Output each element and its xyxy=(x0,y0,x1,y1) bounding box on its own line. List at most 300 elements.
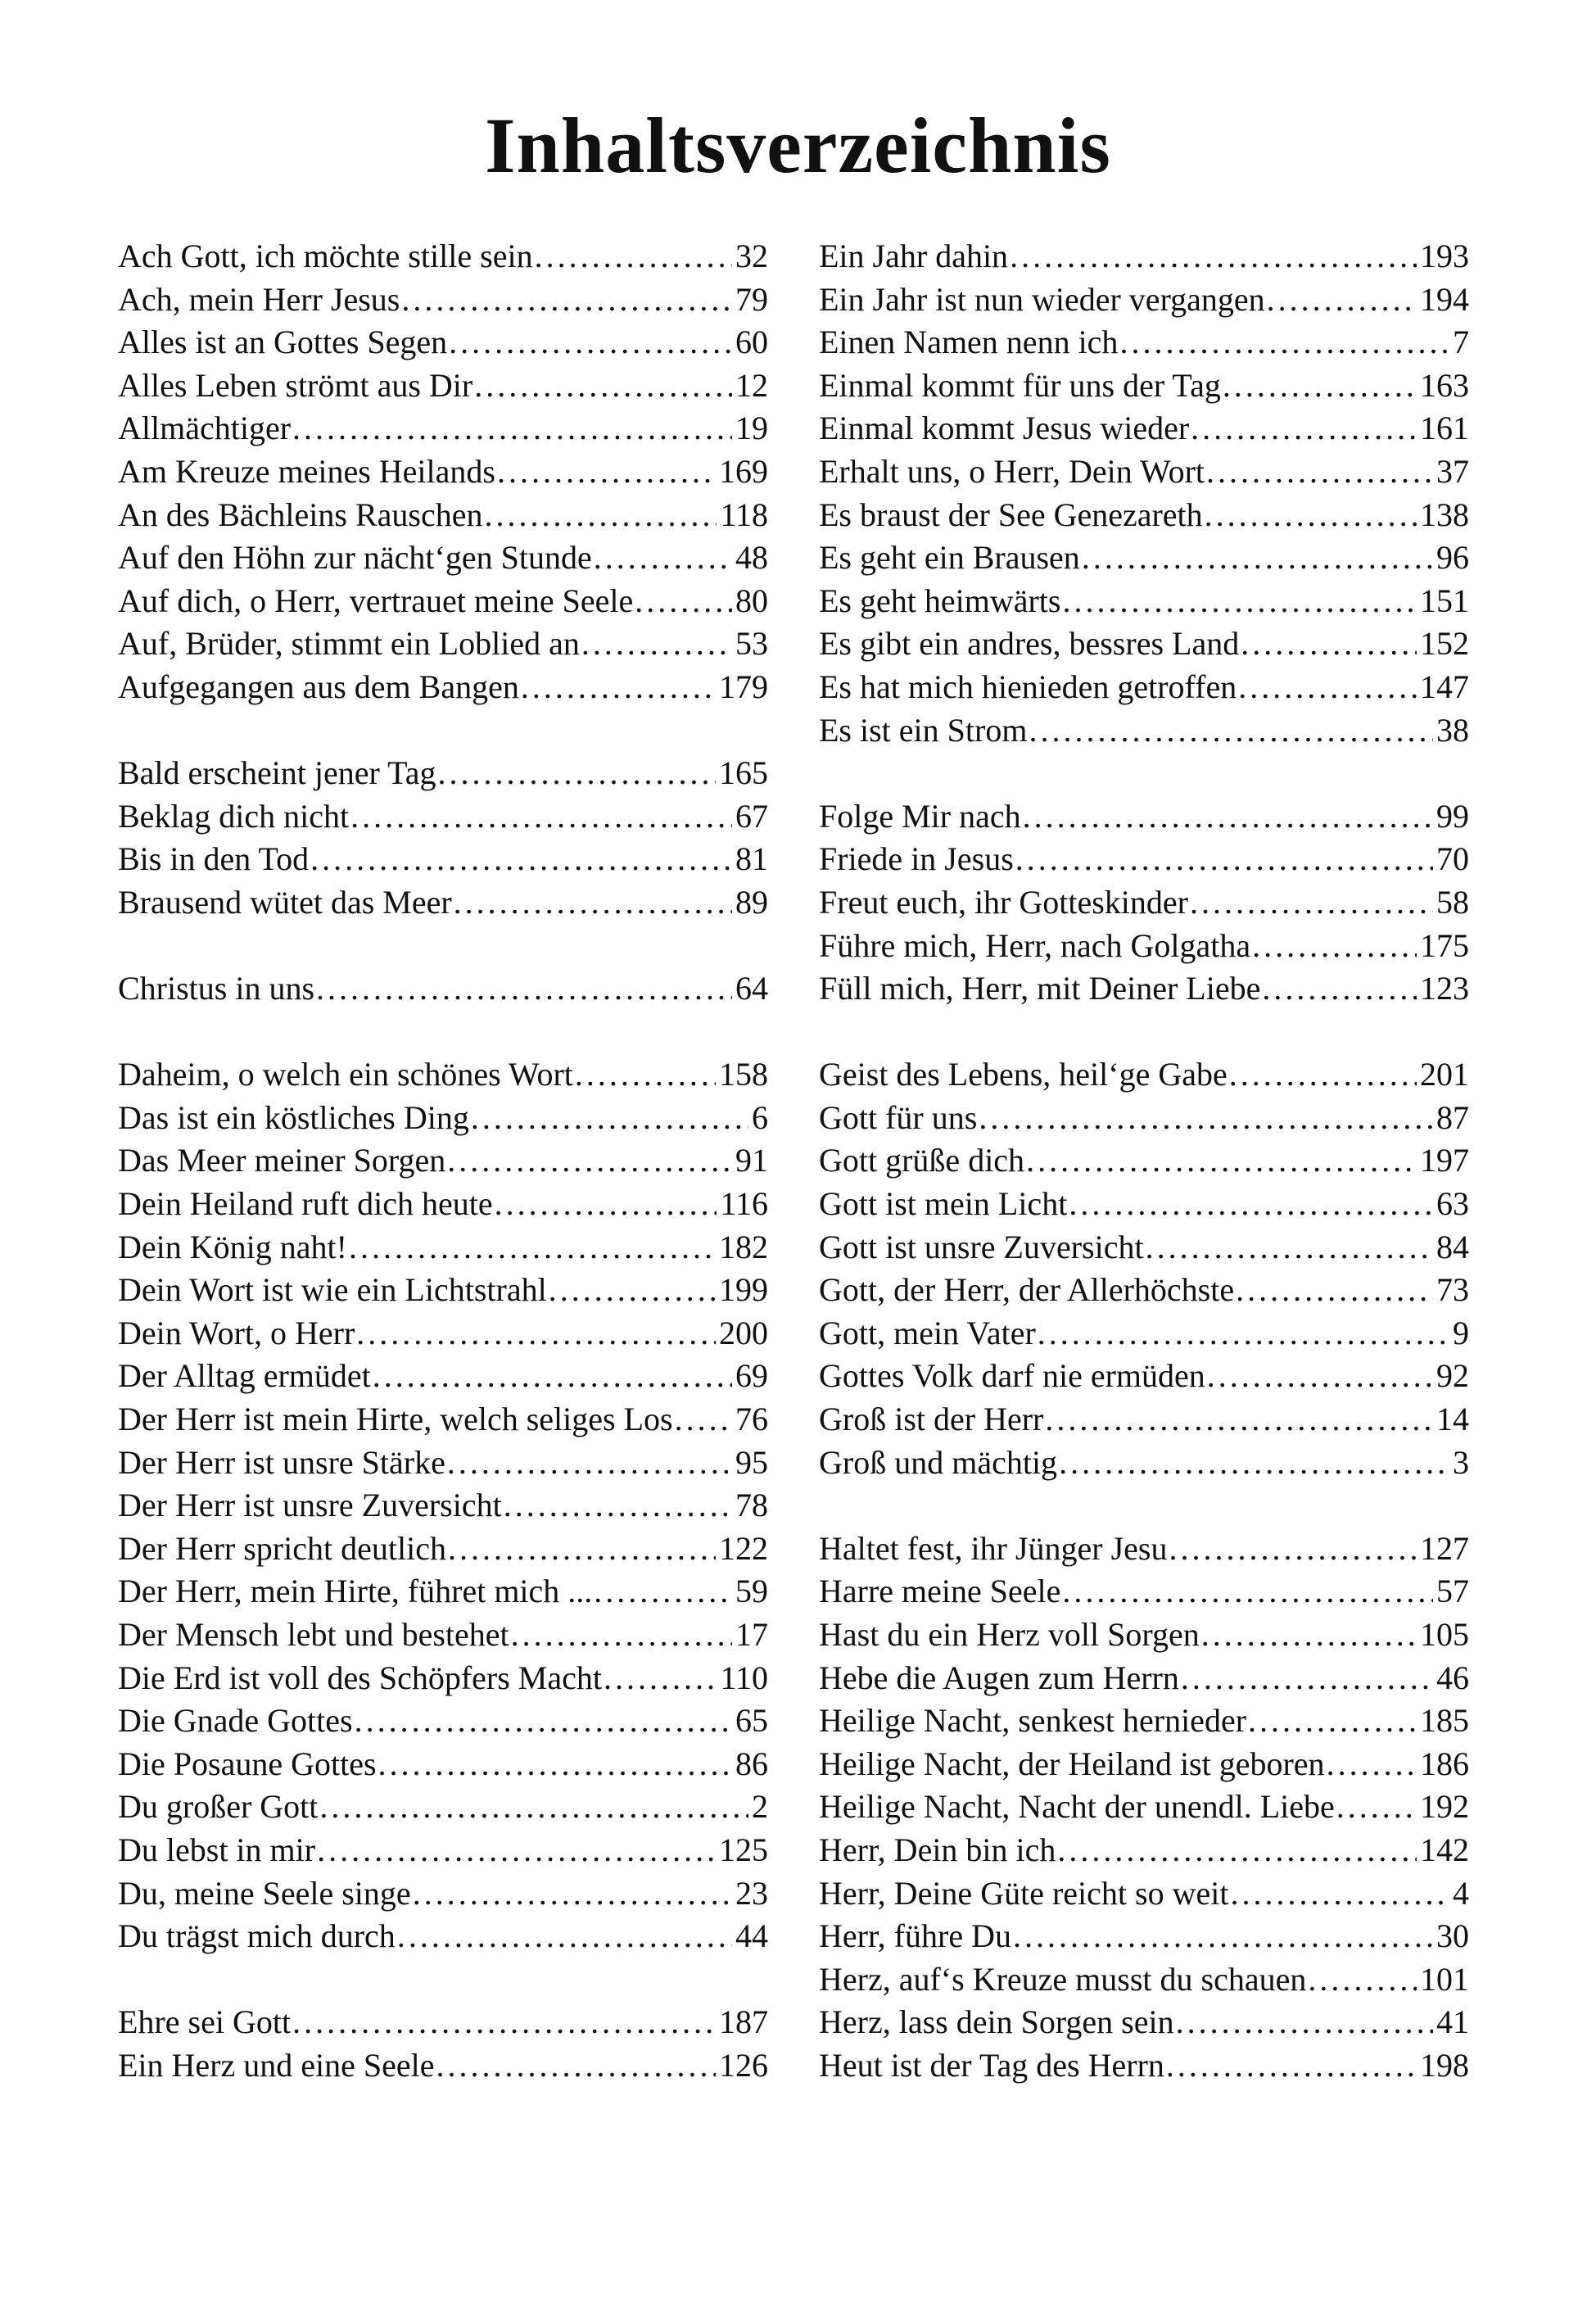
toc-dot-leader xyxy=(1029,709,1433,753)
toc-dot-leader xyxy=(495,1183,717,1226)
toc-entry xyxy=(819,881,1469,925)
toc-entry-title: An des Bächleins Rauschen xyxy=(118,496,483,533)
toc-entry-page-number: 53 xyxy=(735,625,768,663)
toc-entry xyxy=(819,967,1469,1011)
toc-entry xyxy=(819,1743,1469,1786)
toc-dot-leader xyxy=(1201,1614,1417,1657)
toc-entry-page-number: 163 xyxy=(1420,366,1469,404)
toc-entry-page-number: 161 xyxy=(1420,410,1469,447)
toc-entry-page-number: 23 xyxy=(735,1874,768,1912)
toc-entry xyxy=(819,580,1469,623)
toc-dot-leader xyxy=(1267,278,1417,322)
toc-dot-leader xyxy=(355,1700,732,1743)
toc-entry-page-number: 201 xyxy=(1420,1056,1469,1093)
toc-entry-page-number: 58 xyxy=(1436,883,1469,921)
toc-entry-title: Hast du ein Herz voll Sorgen xyxy=(819,1616,1200,1653)
toc-entry xyxy=(819,407,1469,450)
toc-dot-leader xyxy=(1241,622,1417,666)
toc-entry-title: Christus in uns xyxy=(118,970,315,1007)
toc-entry-title: Groß ist der Herr xyxy=(819,1401,1044,1438)
toc-dot-leader xyxy=(401,278,732,322)
toc-entry xyxy=(118,666,768,709)
toc-entry-page-number: 101 xyxy=(1420,1960,1469,1998)
toc-entry xyxy=(118,2001,768,2044)
toc-entry-title: Allmächtiger xyxy=(118,410,292,447)
toc-entry xyxy=(819,1053,1469,1097)
toc-dot-leader xyxy=(1059,1442,1449,1485)
toc-entry xyxy=(118,1829,768,1872)
toc-entry-title: Einmal kommt für uns der Tag xyxy=(819,366,1221,404)
toc-entry-title: Gottes Volk darf nie ermüden xyxy=(819,1357,1205,1395)
toc-dot-leader xyxy=(378,1743,732,1786)
toc-dot-leader xyxy=(1026,1139,1417,1183)
toc-entry xyxy=(819,1398,1469,1442)
toc-entry-title: Heilige Nacht, der Heiland ist geboren xyxy=(819,1745,1325,1782)
toc-entry xyxy=(118,1053,768,1097)
toc-entry-page-number: 169 xyxy=(719,452,768,490)
toc-entry xyxy=(118,1484,768,1528)
toc-entry-title: Gott für uns xyxy=(819,1098,978,1136)
toc-entry xyxy=(118,494,768,537)
toc-entry-page-number: 197 xyxy=(1420,1142,1469,1179)
toc-entry-title: Die Posaune Gottes xyxy=(118,1745,377,1782)
toc-entry-title: Das Meer meiner Sorgen xyxy=(118,1142,446,1179)
toc-dot-leader xyxy=(1023,795,1433,839)
toc-entry-title: Heilige Nacht, senkest hernieder xyxy=(819,1702,1247,1740)
toc-entry-title: Auf den Höhn zur nächt‘gen Stunde xyxy=(118,539,592,577)
toc-entry-title: Dein König naht! xyxy=(118,1228,347,1265)
toc-entry-title: Gott, der Herr, der Allerhöchste xyxy=(819,1271,1235,1309)
toc-entry-page-number: 44 xyxy=(735,1917,768,1955)
toc-entry-title: Ach, mein Herr Jesus xyxy=(118,280,400,318)
toc-dot-leader xyxy=(454,881,732,925)
toc-dot-leader xyxy=(979,1097,1433,1140)
toc-entry-title: Folge Mir nach xyxy=(819,797,1021,835)
toc-entry-title: Herr, Deine Güte reicht so weit xyxy=(819,1874,1229,1912)
toc-entry-title: Du trägst mich durch xyxy=(118,1917,396,1955)
toc-entry-page-number: 9 xyxy=(1453,1314,1469,1351)
toc-dot-leader xyxy=(594,536,732,580)
toc-dot-leader xyxy=(1336,1786,1417,1829)
toc-entry xyxy=(118,278,768,322)
section-gap xyxy=(819,1011,1469,1054)
toc-entry-page-number: 70 xyxy=(1436,840,1469,878)
toc-entry-page-number: 41 xyxy=(1436,2003,1469,2041)
toc-dot-leader xyxy=(356,1312,716,1356)
toc-entry-title: Ehre sei Gott xyxy=(118,2003,292,2041)
toc-entry xyxy=(118,1614,768,1657)
toc-entry xyxy=(819,364,1469,408)
toc-entry-page-number: 60 xyxy=(735,324,768,361)
toc-entry-title: Herr, Dein bin ich xyxy=(819,1831,1056,1868)
toc-entry xyxy=(819,278,1469,322)
toc-entry-title: Heilige Nacht, Nacht der unendl. Liebe xyxy=(819,1788,1335,1826)
toc-entry-page-number: 151 xyxy=(1420,582,1469,619)
toc-dot-leader xyxy=(1223,364,1417,408)
toc-dot-leader xyxy=(604,1657,717,1700)
toc-entry-page-number: 91 xyxy=(735,1142,768,1179)
toc-entry xyxy=(118,1312,768,1356)
toc-dot-leader xyxy=(1327,1743,1417,1786)
toc-dot-leader xyxy=(413,1872,732,1916)
toc-right-column xyxy=(819,235,1469,2088)
toc-dot-leader xyxy=(1119,321,1449,364)
toc-entry-page-number: 12 xyxy=(735,366,768,404)
toc-entry xyxy=(118,1700,768,1743)
toc-dot-leader xyxy=(447,1442,732,1485)
toc-dot-leader xyxy=(581,622,732,666)
toc-dot-leader xyxy=(350,795,732,839)
toc-entry xyxy=(819,1355,1469,1398)
toc-entry xyxy=(118,1355,768,1398)
toc-entry-title: Füll mich, Herr, mit Deiner Liebe xyxy=(819,970,1261,1007)
toc-entry xyxy=(819,235,1469,278)
toc-entry-title: Am Kreuze meines Heilands xyxy=(118,452,495,490)
toc-entry-page-number: 87 xyxy=(1436,1098,1469,1136)
toc-entry-page-number: 142 xyxy=(1420,1831,1469,1868)
toc-entry xyxy=(118,450,768,494)
toc-dot-leader xyxy=(438,752,716,795)
toc-dot-leader xyxy=(521,666,716,709)
toc-entry-title: Du, meine Seele singe xyxy=(118,1874,411,1912)
toc-dot-leader xyxy=(397,1915,732,1958)
toc-dot-leader xyxy=(1190,881,1433,925)
toc-entry-page-number: 198 xyxy=(1420,2046,1469,2084)
toc-dot-leader xyxy=(1191,407,1417,450)
toc-entry xyxy=(819,1528,1469,1571)
toc-entry-page-number: 193 xyxy=(1420,238,1469,274)
toc-left-column xyxy=(118,235,768,2088)
toc-entry-page-number: 158 xyxy=(719,1056,768,1093)
section-gap xyxy=(118,1011,768,1054)
toc-dot-leader xyxy=(484,494,717,537)
toc-dot-leader xyxy=(594,1570,732,1614)
toc-entry-page-number: 182 xyxy=(719,1228,768,1265)
toc-entry-title: Ein Herz und eine Seele xyxy=(118,2046,435,2084)
toc-entry xyxy=(819,1829,1469,1872)
toc-dot-leader xyxy=(511,1614,732,1657)
toc-entry-title: Geist des Lebens, heil‘ge Gabe xyxy=(819,1056,1228,1093)
toc-dot-leader xyxy=(1057,1829,1417,1872)
toc-dot-leader xyxy=(1262,967,1417,1011)
toc-dot-leader xyxy=(1181,1657,1433,1700)
toc-entry-title: Es braust der See Genezareth xyxy=(819,496,1203,533)
toc-entry xyxy=(118,2044,768,2088)
toc-entry-page-number: 147 xyxy=(1420,668,1469,705)
toc-entry-title: Herr, führe Du xyxy=(819,1917,1011,1955)
toc-entry-title: Es gibt ein andres, bessres Land xyxy=(819,625,1240,663)
toc-entry-title: Die Erd ist voll des Schöpfers Macht xyxy=(118,1659,602,1696)
toc-dot-leader xyxy=(1010,235,1417,278)
toc-entry-page-number: 19 xyxy=(735,410,768,447)
toc-dot-leader xyxy=(635,580,732,623)
toc-entry-page-number: 200 xyxy=(719,1314,768,1351)
toc-entry-title: Groß und mächtig xyxy=(819,1443,1058,1481)
toc-dot-leader xyxy=(1146,1226,1433,1270)
toc-dot-leader xyxy=(316,967,732,1011)
toc-entry-page-number: 152 xyxy=(1420,625,1469,663)
toc-entry xyxy=(819,1915,1469,1958)
toc-entry-page-number: 7 xyxy=(1453,324,1469,361)
toc-entry-page-number: 79 xyxy=(735,280,768,318)
toc-dot-leader xyxy=(1169,1528,1417,1571)
toc-entry-page-number: 187 xyxy=(719,2003,768,2041)
toc-entry-page-number: 57 xyxy=(1436,1573,1469,1610)
toc-entry-title: Der Herr ist unsre Zuversicht xyxy=(118,1487,502,1524)
toc-entry-page-number: 84 xyxy=(1436,1228,1469,1265)
toc-entry-page-number: 179 xyxy=(719,668,768,705)
toc-entry-page-number: 78 xyxy=(735,1487,768,1524)
toc-entry-page-number: 92 xyxy=(1436,1357,1469,1395)
toc-dot-leader xyxy=(1205,494,1417,537)
toc-entry-page-number: 73 xyxy=(1436,1271,1469,1309)
toc-entry-page-number: 186 xyxy=(1420,1745,1469,1782)
toc-dot-leader xyxy=(675,1398,732,1442)
toc-entry xyxy=(819,1872,1469,1916)
toc-entry xyxy=(819,2001,1469,2044)
toc-dot-leader xyxy=(448,1528,716,1571)
toc-entry-title: Aufgegangen aus dem Bangen xyxy=(118,668,519,705)
toc-entry-title: Haltet fest, ihr Jünger Jesu xyxy=(819,1529,1168,1567)
toc-dot-leader xyxy=(1176,2001,1433,2044)
toc-entry xyxy=(819,494,1469,537)
toc-entry xyxy=(118,1139,768,1183)
toc-entry xyxy=(118,967,768,1011)
toc-entry-page-number: 165 xyxy=(719,754,768,792)
toc-entry xyxy=(118,1183,768,1226)
toc-entry-title: Dein Wort, o Herr xyxy=(118,1314,355,1351)
toc-dot-leader xyxy=(1069,1183,1433,1226)
toc-entry-page-number: 63 xyxy=(1436,1185,1469,1223)
toc-entry xyxy=(819,2044,1469,2088)
toc-dot-leader xyxy=(319,1786,748,1829)
toc-entry-page-number: 76 xyxy=(735,1401,768,1438)
toc-entry-page-number: 123 xyxy=(1420,970,1469,1007)
toc-entry xyxy=(819,925,1469,968)
toc-entry-page-number: 81 xyxy=(735,840,768,878)
toc-dot-leader xyxy=(497,450,716,494)
toc-entry-page-number: 38 xyxy=(1436,711,1469,749)
toc-entry-title: Ach Gott, ich möchte stille sein xyxy=(118,238,533,274)
section-gap xyxy=(118,925,768,968)
toc-entry xyxy=(819,1786,1469,1829)
toc-entry xyxy=(118,881,768,925)
toc-entry-page-number: 14 xyxy=(1436,1401,1469,1438)
toc-dot-leader xyxy=(1248,1700,1417,1743)
toc-entry xyxy=(118,1398,768,1442)
toc-entry xyxy=(118,536,768,580)
toc-dot-leader xyxy=(1166,2044,1417,2088)
toc-dot-leader xyxy=(535,235,732,278)
toc-entry-page-number: 194 xyxy=(1420,280,1469,318)
toc-entry xyxy=(819,321,1469,364)
toc-entry xyxy=(118,235,768,278)
toc-dot-leader xyxy=(292,407,732,450)
toc-dot-leader xyxy=(575,1053,716,1097)
toc-entry xyxy=(118,1872,768,1916)
toc-entry xyxy=(118,321,768,364)
toc-dot-leader xyxy=(317,1829,716,1872)
toc-entry xyxy=(118,1570,768,1614)
toc-entry-title: Herz, auf‘s Kreuze musst du schauen xyxy=(819,1960,1307,1998)
toc-dot-leader xyxy=(310,838,732,881)
toc-entry xyxy=(118,622,768,666)
toc-entry-title: Gott grüße dich xyxy=(819,1142,1025,1179)
toc-entry-page-number: 95 xyxy=(735,1443,768,1481)
toc-dot-leader xyxy=(1207,1355,1433,1398)
toc-entry-page-number: 30 xyxy=(1436,1917,1469,1955)
toc-entry-title: Auf dich, o Herr, vertrauet meine Seele xyxy=(118,582,634,619)
toc-dot-leader xyxy=(1045,1398,1433,1442)
toc-dot-leader xyxy=(436,2044,716,2088)
toc-entry-title: Es ist ein Strom xyxy=(819,711,1028,749)
toc-entry-page-number: 48 xyxy=(735,539,768,577)
toc-entry-title: Der Mensch lebt und bestehet xyxy=(118,1616,509,1653)
toc-entry-page-number: 127 xyxy=(1420,1529,1469,1567)
toc-entry-title: Ein Jahr dahin xyxy=(819,238,1009,274)
toc-entry-page-number: 122 xyxy=(719,1529,768,1567)
toc-entry-title: Es geht heimwärts xyxy=(819,582,1061,619)
section-gap xyxy=(819,752,1469,795)
toc-entry xyxy=(118,1743,768,1786)
toc-dot-leader xyxy=(1252,925,1417,968)
toc-entry-title: Führe mich, Herr, nach Golgatha xyxy=(819,926,1251,964)
toc-entry xyxy=(118,1657,768,1700)
section-gap xyxy=(118,1958,768,2002)
toc-entry-title: Beklag dich nicht xyxy=(118,797,350,835)
toc-entry xyxy=(118,1442,768,1485)
toc-dot-leader xyxy=(373,1355,732,1398)
toc-entry-title: Die Gnade Gottes xyxy=(118,1702,353,1740)
toc-dot-leader xyxy=(471,1097,748,1140)
toc-entry-title: Auf, Brüder, stimmt ein Loblied an xyxy=(118,625,580,663)
toc-entry-title: Gott ist unsre Zuversicht xyxy=(819,1228,1144,1265)
toc-entry xyxy=(819,1958,1469,2002)
toc-entry-title: Alles Leben strömt aus Dir xyxy=(118,366,473,404)
toc-entry-page-number: 37 xyxy=(1436,452,1469,490)
toc-entry-page-number: 59 xyxy=(735,1573,768,1610)
toc-entry xyxy=(118,1915,768,1958)
toc-dot-leader xyxy=(1082,536,1433,580)
toc-entry-title: Heut ist der Tag des Herrn xyxy=(819,2046,1164,2084)
toc-entry-title: Der Herr, mein Hirte, führet mich ... xyxy=(118,1573,593,1610)
toc-entry-page-number: 17 xyxy=(735,1616,768,1653)
toc-dot-leader xyxy=(1038,1312,1449,1356)
toc-entry xyxy=(819,450,1469,494)
toc-dot-leader xyxy=(549,1269,716,1312)
toc-entry-title: Ein Jahr ist nun wieder vergangen xyxy=(819,280,1265,318)
toc-dot-leader xyxy=(1013,1915,1433,1958)
toc-entry-title: Einmal kommt Jesus wieder xyxy=(819,410,1190,447)
toc-entry xyxy=(819,1226,1469,1270)
toc-entry-page-number: 96 xyxy=(1436,539,1469,577)
toc-entry xyxy=(118,1786,768,1829)
toc-entry xyxy=(819,622,1469,666)
toc-entry-title: Es geht ein Brausen xyxy=(819,539,1080,577)
toc-entry xyxy=(819,838,1469,881)
toc-entry-page-number: 46 xyxy=(1436,1659,1469,1696)
toc-entry-page-number: 86 xyxy=(735,1745,768,1782)
toc-entry-title: Alles ist an Gottes Segen xyxy=(118,324,448,361)
toc-entry-page-number: 67 xyxy=(735,797,768,835)
toc-entry xyxy=(819,795,1469,839)
toc-entry-page-number: 89 xyxy=(735,883,768,921)
toc-entry-title: Dein Heiland ruft dich heute xyxy=(118,1185,493,1223)
toc-entry xyxy=(819,1700,1469,1743)
toc-entry-title: Daheim, o welch ein schönes Wort xyxy=(118,1056,573,1093)
toc-entry xyxy=(118,795,768,839)
toc-entry xyxy=(819,1312,1469,1356)
toc-entry xyxy=(118,407,768,450)
toc-entry-title: Du großer Gott xyxy=(118,1788,319,1826)
toc-entry xyxy=(118,1097,768,1140)
toc-entry-title: Brausend wütet das Meer xyxy=(118,883,452,921)
toc-dot-leader xyxy=(449,321,732,364)
toc-entry xyxy=(819,536,1469,580)
toc-dot-leader xyxy=(1206,450,1433,494)
toc-entry-page-number: 69 xyxy=(735,1357,768,1395)
toc-dot-leader xyxy=(1015,838,1433,881)
toc-entry xyxy=(819,1442,1469,1485)
toc-entry-page-number: 125 xyxy=(719,1831,768,1868)
toc-entry-title: Es hat mich hienieden getroffen xyxy=(819,668,1237,705)
toc-entry-page-number: 118 xyxy=(720,496,768,533)
toc-entry-page-number: 3 xyxy=(1453,1443,1469,1481)
toc-dot-leader xyxy=(1063,580,1417,623)
toc-entry-page-number: 126 xyxy=(719,2046,768,2084)
toc-entry-page-number: 6 xyxy=(752,1098,768,1136)
toc-entry-page-number: 105 xyxy=(1420,1616,1469,1653)
toc-entry-page-number: 175 xyxy=(1420,926,1469,964)
toc-dot-leader xyxy=(1230,1872,1449,1916)
toc-entry xyxy=(118,1226,768,1270)
toc-entry-page-number: 138 xyxy=(1420,496,1469,533)
toc-entry-page-number: 116 xyxy=(720,1185,768,1223)
toc-entry xyxy=(819,666,1469,709)
toc-entry-page-number: 99 xyxy=(1436,797,1469,835)
toc-entry-title: Freut euch, ihr Gotteskinder xyxy=(819,883,1188,921)
toc-entry xyxy=(819,1570,1469,1614)
toc-entry-page-number: 32 xyxy=(735,238,768,274)
toc-entry-page-number: 110 xyxy=(720,1659,768,1696)
toc-entry-page-number: 185 xyxy=(1420,1702,1469,1740)
toc-entry-page-number: 64 xyxy=(735,970,768,1007)
section-gap xyxy=(118,709,768,753)
toc-dot-leader xyxy=(1062,1570,1433,1614)
toc-entry-title: Gott, mein Vater xyxy=(819,1314,1036,1351)
toc-dot-leader xyxy=(1236,1269,1433,1312)
toc-entry-page-number: 65 xyxy=(735,1702,768,1740)
toc-entry-page-number: 80 xyxy=(735,582,768,619)
toc-entry-title: Hebe die Augen zum Herrn xyxy=(819,1659,1179,1696)
toc-entry-page-number: 192 xyxy=(1420,1788,1469,1826)
page-title: Inhaltsverzeichnis xyxy=(485,102,1111,189)
toc-entry-title: Bald erscheint jener Tag xyxy=(118,754,436,792)
toc-entry xyxy=(819,1183,1469,1226)
toc-entry-title: Erhalt uns, o Herr, Dein Wort xyxy=(819,452,1205,490)
toc-entry-title: Der Herr spricht deutlich xyxy=(118,1529,446,1567)
toc-entry xyxy=(118,580,768,623)
toc-entry-title: Herz, lass dein Sorgen sein xyxy=(819,2003,1174,2041)
toc-entry-title: Der Herr ist mein Hirte, welch seliges Los xyxy=(118,1401,673,1438)
toc-entry xyxy=(819,1657,1469,1700)
toc-entry-page-number: 2 xyxy=(752,1788,768,1826)
toc-entry xyxy=(819,1614,1469,1657)
toc-dot-leader xyxy=(1229,1053,1417,1097)
toc-entry xyxy=(118,752,768,795)
toc-dot-leader xyxy=(349,1226,716,1270)
toc-entry-title: Du lebst in mir xyxy=(118,1831,316,1868)
